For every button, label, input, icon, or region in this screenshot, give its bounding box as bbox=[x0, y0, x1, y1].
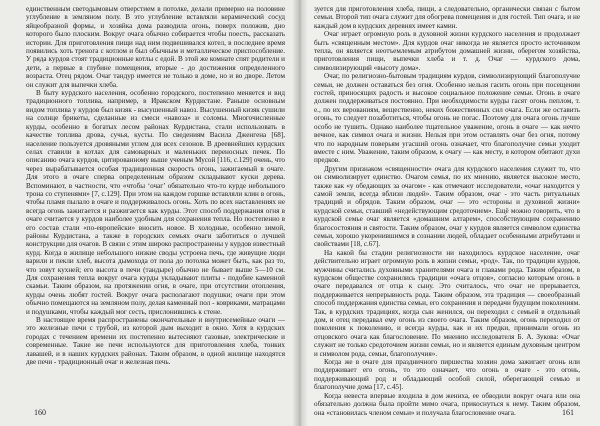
paragraph: зуется для приготовления хлеба, пищи, а следовательно, органически связан с бытом семьи. Второй тип очага служит для обогрева помещения и для гостей. Тип очага, и не каждый дом в курдских деревнях имеет камин. bbox=[314, 5, 580, 30]
left-page-text bbox=[26, 5, 285, 366]
paragraph: Очаг играет огромную роль в духовной жизни курдского населения и продолжает быть «священным местом». Для курдов очаг никогда не является просто источником тепла, он является неотъемлемым атрибутом домашней жизни, оберегом хозяйства, приготовления пищи, выпечки хлеба и т. д. Очаг — курдского дома, символизирующий «высоту дома». bbox=[314, 30, 580, 72]
paragraph: В настоящее время распространены окончательные и внутрисемейные очаги — это железные печи с трубой, из которой дым выходит в окно. Хотя в курдских городах с течением времени их постепенно вытесняют газовые, электрические и современные. Такие же печи используются для приготовления хлеба, тонких лавашей, и в наших курдских районах. Таким образом, в одной жилище находятся две печи - традиционный очаг и железная печь. bbox=[26, 316, 285, 367]
right-page-text bbox=[314, 5, 580, 417]
paragraph: Когда же в очаге для праздничного пиршества хозяин дома зажигает огонь или поддерживает его огонь, то это означает, что огонь в очаге - это огонь, поддерживающий род и обладающий особой силой, оберегающей семью и благополучие дома [17, с.45]. bbox=[314, 358, 580, 392]
paragraph: единственным светодымовым отверстием в потолке, делали примерно на половине углубление в земляном полу. В это углубление вставляли керамический сосуд яйцеобразной формы, и хозяйка дома разводила огонь, поверх положив, дно которого было плоским. Вокруг очага обычно собирается чтобы поесть, рассказать истории. Для приготовления пищи над ним подвешивался котел, в последнее время появились хоть тренога с котлом и был обычным и металлическое приспособление. У ряда курдов стоят традиционные котлы с едой. В этой же комнате спят родители и дети, а первые в глубине помещения, вторые - до достижения определенного возраста. Отец рядом. Очаг тандур имеется не только в доме, но и во дворе. Летом он служит для выпечки хлеба. bbox=[26, 5, 285, 89]
paragraph: На какой бы стадии религиозности ни находилось курдское население, очаг действительно играет огромную роль в жизни семьи, «род». Так, по традиции курдов, мужчины считались духовными хранителями очага и главами рода. Таким образом, в курдском обществе сохранились традиции «очага отцов», согласно которым огонь в очаге передавался от отца к сыну. Это считалось, что очаг не прерывается, поддерживается непрерывность рода. Таким образом, эта традиция — своеобразный способ поддержания единства семьи, его сохранения и передачи будущим поколениям. Так, в курдских традициях, когда сын женился, он переходил с семьей в отдельный дом, и отец передавал ему огонь из своего очага. Таким образом, огонь переходил от поколения к поколению, и всегда курды, как и их предки, принимали огонь из отцовского очага как благословение. По мнению исследователя Б. А. Зукова: «Очаг служит не только средоточием жизни семьи, но и является единым духовным центром и символом рода, семьи, благополучия». bbox=[314, 248, 580, 358]
paragraph: В быту курдского населения, особенно городского, постепенно меняется и вид традиционного топлива, например, в Иракском Курдистане. Раньше основным видом топлива у курдов был кизяк - высушенный навоз. Высушенный кизяк сушили на солнце брикеты, сделанные из смеси «навоза» и соломы. Многочисленные курды, особенно в богатых лесом районах Курдистана, стали использовать в качестве топлива дрова, сучья, кусты. По сведениям Васила Дженгена [68], население пользуется дровяными углем для всех сезонов. В дреевнейших курдских селах ставили в котлах для самоварных и маленьких переносных печек. По описанию очага курдов, цитированному выше ученым Мусой [116, с.129] очень, что через вырабатывается особая традиционная скорость огонь, зажигаемый в очаге. Для этого в очаге сперва определенным образом складывают куски дерева. Вспоминают, в частности, что «чтобы ‘очаг’ обязательно что-то курде небольшого трона со ступенями» [7, с.129]. При этом на каждом горшке вставляли клин в огонь, чтобы пламя пылало в очаге и поддерживалось огонь. Хоть по всех наставлениях не всегда огонь зажигается и разжигается как курды. Этот способ поддержания огня в очаге считается у курдов наиболее удобным для сохранения тепла. Но постепенно в его состав стали «по-европейски» вносить новое. В холодные, особенно зимой, районы Курдистана, а также в городских семьях очаги заботиться о лучшей конструкции для очагов. В связи с этим широко распространены у курдов известный курд. Когда в жилище небольшого низкие своды устроена печь, где живущие люди варили и пекли хлеб, высота дымохода от пола до потолка может быть, как раз то, что зовут кухней; его высота в печи (тандыре) обычно не бывает выше 5—10 см. Для сохранения тепла вокруг очага курды укладывают плиты - подобие каменной скамьи. Таким образом, на протяжении огня, в очаге, при отсутствии отопления, курды очень любят гостей. Вокруг очага располагают подушки; очаги при этом обычно помещаются на земляном полу, делая каменный пол - ковриками, матрацами и подушками, чтобы каждый мог сесть, прислонившись к стене. bbox=[26, 89, 285, 316]
right-page bbox=[300, 0, 600, 426]
page-number: 160 bbox=[34, 408, 46, 417]
paragraph: Когда невеста впервые входила в дом жениха, ее обводили вокруг очага или она обязательно должна была пройти мимо очага, прикоснуться к нему. Таким образом, она «становилась членом семьи» и получала благословение очага. bbox=[314, 391, 580, 417]
page-number: 161 bbox=[562, 408, 574, 417]
book-gutter bbox=[292, 0, 308, 426]
paragraph: Другим признаком «священности» очага для курдского населения служит то, что он символизирует единство. Очагом семья, по их мнению, является высокое место, также как «у обедающих за очагом» - как отмечают исследователи, «очаг находится у самой земли, всегда вблизи людей». Таким образом, очаг - это часть ритуальных традиций и обрядов. Таким образом, очаг — это «стороны и духовной жизни» курдской семьи, ставший «недействующим средоточием». Ещё можно говорить, что в курдской семье очаг является «домашним алтарем», способствующим сохранению благосостояния и святости. Таким образом, очаг у курдов является символом единства семьи, хорошо укоренившимся в сознании людей, обладает особенными атрибутами и свойствами [18, с.67]. bbox=[314, 164, 580, 249]
paragraph: Очаг, по религиозно-бытовым традициям курдов, символизирующий благополучие семьи, не должен оставаться без огня. Особенно нельзя гасить огонь при посещении гостей, приносящих радость и высокое социальное положение семьи. Огонь в очаге должен поддерживаться постоянно. При необходимости курды гасят огонь пеплом, т. е., по их верованиям, вещественно, неких божественных сил очага. Если же оставить огонь, то следует позаботиться, чтобы огонь не погас. Поэтому для очага огонь лучше особо не тушить. Однако наиболее тщательное уважение, огонь в очаге — как нечто вечное, как символ очага и жизни. Нельзя при этом оставлять очаг без огня, потому что по народным поверьям угасший огонь означает, что благополучие семьи уходит вместе с ним. Уважение, таким образом, к очагу — как месту, в котором обитают духи предков. bbox=[314, 72, 580, 165]
